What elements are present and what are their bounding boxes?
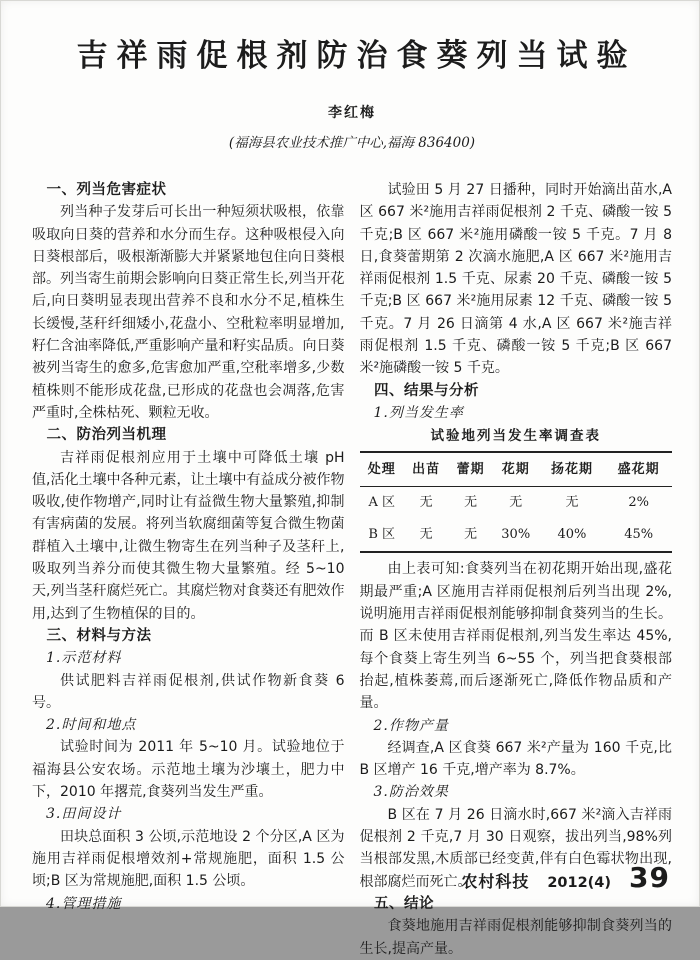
author-name: 李红梅 xyxy=(328,105,376,121)
table-cell: 无 xyxy=(464,527,478,543)
subsection-heading-field-design: 3.田间设计 xyxy=(46,806,122,823)
paragraph: 供试肥料吉祥雨促根剂,供试作物新食葵 6 号。 xyxy=(32,672,345,711)
subsection-heading-occurrence-rate: 1.列当发生率 xyxy=(373,404,464,421)
table-cell: 无 xyxy=(419,527,433,543)
table-title: 试验地列当发生率调查表 xyxy=(430,428,601,445)
subsection-heading-control-effect: 3.防治效果 xyxy=(373,784,449,801)
table-cell: 40% xyxy=(557,527,587,543)
two-column-body xyxy=(32,179,672,960)
paragraph: 试验时间为 2011 年 5~10 月。试验地位于福海县公安农场。示范地土壤为沙壤土，肥力中下，2010 年撂荒,食葵列当发生严重。 xyxy=(32,739,345,801)
occurrence-rate-table xyxy=(360,451,673,554)
section-heading-1: 一、列当危害症状 xyxy=(46,182,167,198)
paragraph: B 区在 7 月 26 日滴水时,667 米²滴入吉祥雨促根剂 2 千克,7 月 30 日观察，拔出列当,98%列当根部发黑,木质部已经变黄,伴有白色霉状物出现,根部腐烂而死亡。 xyxy=(359,806,672,890)
table-header-row xyxy=(360,452,673,487)
table-header-cell: 出苗 xyxy=(404,452,448,487)
subsection-heading-crop-yield: 2.作物产量 xyxy=(373,717,449,734)
section-heading-3: 三、材料与方法 xyxy=(46,627,152,644)
paragraph: 试验田 5 月 27 日播种，同时开始滴出苗水,A 区 667 米²施用吉祥雨促根剂 2 千克、磷酸一铵 5 千克;B 区 667 米²施用磷酸一铵 5 千克。7 月 8 日,食葵蕾期第 2 次滴水施肥,A 区 667 米²施用吉祥雨促根剂 1.5 千克、尿素 20 千克、磷酸一铵 5 千克;B 区 667 米²施用尿素 12 千克、磷酸一铵 5 千克。7 月 26 日滴第 4 水,A 区 667 米²施吉祥雨促根剂 1.5 千克、磷酸一铵 5 千克;B 区 667 米²施磷酸一铵 5 千克。 xyxy=(359,182,672,377)
subsection-heading-time-place: 2.时间和地点 xyxy=(46,717,137,734)
table-header-cell: 花期 xyxy=(493,452,539,487)
table-cell: 2% xyxy=(628,494,649,510)
page-number: 39 xyxy=(629,861,670,894)
paragraph: 吉祥雨促根剂应用于土壤中可降低土壤 pH 值,活化土壤中各种元素，让土壤中有益成分被作物吸收,使作物增产,同时让有益微生物大量繁殖,抑制有害病菌的发展。将列当软腐细菌等复合微生物菌群植入土壤中,让微生物寄生在列当种子及茎秆上,吸取列当养分而使其微生物大量繁殖。经 5~10 天,列当茎秆腐烂死亡。其腐烂物对食葵还有肥效作用,达到了生物植保的目的。 xyxy=(32,449,345,622)
table-cell: 无 xyxy=(509,494,523,510)
table-header-cell: 扬花期 xyxy=(539,452,606,487)
section-heading-2: 二、防治列当机理 xyxy=(46,427,167,444)
table-cell: 无 xyxy=(565,494,579,510)
author-affiliation: (福海县农业技术推广中心,福海 836400) xyxy=(228,135,476,151)
journal-issue: 2012(4) xyxy=(547,875,612,891)
table-header-cell: 蕾期 xyxy=(448,452,492,487)
table-header-cell: 处理 xyxy=(360,452,404,487)
table-cell: 无 xyxy=(419,494,433,510)
left-column xyxy=(32,179,345,960)
paragraph: 由上表可知:食葵列当在初花期开始出现,盛花期最严重;A 区施用吉祥雨促根剂后列当出现 2%,说明施用吉祥雨促根剂能够抑制食葵列当的生长。而 B 区未使用吉祥雨促根剂,列当发生率达 45%,每个食葵上寄生列当 6~55 个，列当把食葵根部抬起,植株萎蔫,而后逐渐死亡,降低作物品质和产量。 xyxy=(359,561,672,712)
right-column xyxy=(360,179,673,960)
table-cell: 无 xyxy=(464,494,478,510)
article-title: 吉祥雨促根剂防治食葵列当试验 xyxy=(76,38,637,74)
table-cell: A 区 xyxy=(368,494,395,510)
paragraph: 经调查,A 区食葵 667 米²产量为 160 千克,比 B 区增产 16 千克,增产率为 8.7%。 xyxy=(359,739,672,779)
journal-name: 农村科技 xyxy=(461,872,530,891)
paragraph: 食葵地施用吉祥雨促根剂能够抑制食葵列当的生长,提高产量。 xyxy=(359,918,672,957)
subsection-heading-management: 4.管理措施 xyxy=(46,895,122,912)
table-cell: 45% xyxy=(624,527,654,543)
section-heading-5: 五、结论 xyxy=(374,895,434,912)
paragraph: 田块总面积 3 公顷,示范地设 2 个分区,A 区为施用吉祥雨促根增效剂+常规施肥，面积 1.5 公顷;B 区为常规施肥,面积 1.5 公顷。 xyxy=(32,828,345,890)
table-header-cell: 盛花期 xyxy=(605,452,672,487)
section-heading-4: 四、结果与分析 xyxy=(374,382,479,399)
table-row xyxy=(360,486,673,519)
paragraph: 列当种子发芽后可长出一种短须状吸根，依靠吸取向日葵的营养和水分而生存。这种吸根侵入向日葵根部后，吸根渐渐膨大并紧紧地包住向日葵根部。列当寄生前期会影响向日葵正常生长,列当开花后,向日葵明显表现出营养不良和水分不足,植株生长缓慢,茎秆纤细矮小,花盘小、空秕粒率明显增加,籽仁含油率降低,严重影响产量和籽实品质。向日葵被列当寄生的愈多,危害愈加严重,空秕率增多,少数植株则不能形成花盘,已形成的花盘也会凋落,危害严重时,全株枯死、颗粒无收。 xyxy=(32,204,345,421)
page-footer xyxy=(461,861,670,894)
subsection-heading-materials: 1.示范材料 xyxy=(46,650,122,667)
table-cell: B 区 xyxy=(368,527,396,543)
table-cell: 30% xyxy=(501,527,531,543)
table-row xyxy=(360,519,673,552)
